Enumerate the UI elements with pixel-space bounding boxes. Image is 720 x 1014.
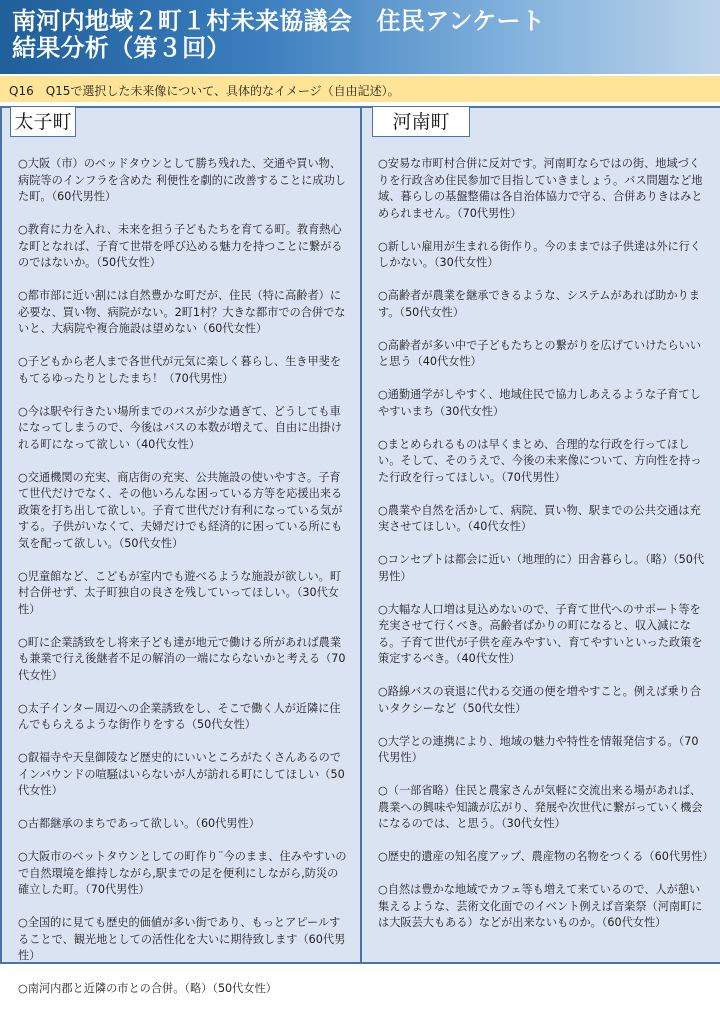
comment-item: ○叡福寺や天皇御陵など歴史的にいいところがたくさんあるのでインバウンドの喧騒はいらないが人が訪れる町にしてほしい（50代女性） (18, 751, 345, 797)
comment-item: ○南河内郡と近隣の市との合併。（略）（50代女性） (18, 982, 277, 995)
comment-item: ○安易な市町村合併に反対です。河南町ならではの街、地域づくりを行政含め住民参加で目指していきましょう。バス問題など地域、暮らしの基盤整備は各自治体協力で守る、合併ありきはみとめられません。（70代男性） (378, 157, 703, 220)
comment-item: ○今は駅や行きたい場所までのバスが少な過ぎて、どうしても車になってしまうので、今後はバスの本数が増えて、自由に出掛けれる町になって欲しい（40代女性） (18, 404, 342, 451)
comment-item: ○大阪市のベットタウンとしての町作り¨今のまま、住みやすいので自然環境を維持しながら,駅までの足を便利にしながら,防災の確立した町。（70代男性） (18, 850, 347, 896)
comment-item: ○農業や自然を活かして、病院、買い物、駅までの公共交通は充実させてほしい。（40代女性） (378, 503, 701, 533)
comment-item: ○古都継承のまちであって欲しい。（60代男性） (18, 817, 260, 830)
comment-item: ○全国的に見ても歴史的価値が多い街であり、もっとアピールすることで、観光地としての活性化を大いに期待致します（60代男性） (18, 916, 346, 962)
comment-item: ○まとめられるものは早くまとめ、合理的な行政を行ってほしい。そして、そのうえで、今後の未来像について、方向性を持った行政を行ってほしい。（70代男性） (378, 437, 702, 484)
comment-item: ○子どもから老人まで各世代が元気に楽しく暮らし、生き甲斐をもてるゆったりとしたまち！（70代男性） (18, 355, 342, 385)
comment-list-kanan (378, 156, 714, 948)
question-bar (0, 76, 720, 102)
comment-item: ○コンセプトは都会に近い（地理的に）田舎暮らし。（略）（50代男性） (378, 553, 705, 583)
page-title-line1: 南河内地域２町１村未来協議会 住民アンケート (12, 7, 546, 35)
comment-item: ○大阪（市）のベッドタウンとして勝ち残れた、交通や買い物、病院等のインフラを含めた 利便性を劇的に改善することに成功した町。（60代男性） (18, 157, 346, 203)
comment-item: ○高齢者が多い中で子どもたちとの繋がりを広げていけたらいいと思う（40代女性） (378, 338, 702, 368)
comment-item: ○（一部省略）住民と農家さんが気軽に交流出来る場があれば、農業への興味や知識が広がり、発展や次世代に繋がっていく機会になるのでは、と思う。（30代女性） (378, 784, 703, 830)
comment-item: ○大学との連携により、地域の魅力や特性を情報発信する。（70代男性） (378, 734, 699, 764)
comment-item: ○教育に力を入れ、未来を担う子どもたちを育てる町。教育熱心な町となれば、子育て世帯を呼び込める魅力を持つことに繋がるのではないか。（50代女性） (18, 223, 343, 269)
comment-item: ○大幅な人口増は見込めないので、子育て世代へのサポート等を充実させて行くべき。高齢者ばかりの町になると、収入減になる。子育て世代が子供を産みやすい、育てやすいといった政策を策定するべき。（40代女性） (378, 602, 703, 665)
panel-label-kanan: 河南町 (372, 107, 470, 137)
comment-item: ○高齢者が農業を継承できるような、システムがあれば助かります。（50代女性） (378, 289, 700, 319)
comment-item: ○太子インター周辺への企業誘致をし、そこで働く人が近隣に住んでもらえるような街作りをする（50代女性） (18, 701, 341, 731)
panel-taishi (0, 106, 362, 995)
page-title-line2: 結果分析（第３回） (12, 34, 231, 62)
comment-item: ○交通機関の充実、商店街の充実、公共施設の使いやすさ。子育て世代だけでなく、その他いろんな困っている方等を応援出来る政策を打ち出して欲しい。子育て世代だけ有利になっている気がする。子供がいなくて、夫婦だけでも経済的に困っている所にも気を配って欲しい。（50代女性） (18, 470, 343, 550)
question-text: Q16 Q15で選択した未来像について、具体的なイメージ（自由記述）。 (9, 84, 400, 98)
comment-item: ○町に企業誘致をし将来子ども達が地元で働ける所があれば農業も兼業で行え後継者不足の解消の一端にならないかと考える（70代女性） (18, 635, 346, 682)
page-title (12, 8, 545, 62)
comment-item: ○新しい雇用が生まれる街作り。今のままでは子供達は外に行くしかない。（30代女性） (378, 239, 702, 269)
panel-kanan (360, 106, 720, 964)
comment-item: ○児童館など、こどもが室内でも遊べるような施設が欲しい。町村合併せず、太子町独自の良さを残していってほしい。（30代女性） (18, 569, 342, 616)
comment-item: ○自然は豊かな地域でカフェ等も増えて来ているので、人が憩い集えるような、芸術文化面でのイベント例えば音楽祭（河南町には大阪芸大もある）などが出来ないものか。（60代女性） (378, 883, 703, 929)
comment-item: ○都市部に近い割には自然豊かな町だが、住民（特に高齢者）に必要な、買い物、病院がない。2町1村？大きな都市での合併でないと、大病院や複合施設は望めない（60代女性） (18, 289, 346, 335)
panel-label-taishi: 太子町 (10, 107, 76, 137)
comment-item: ○歴史的遺産の知名度アップ、農産物の名物をつくる（60代男性） (378, 850, 714, 863)
comment-list-taishi (18, 156, 348, 1014)
comment-item: ○路線バスの衰退に代わる交通の便を増やすこと。例えば乗り合いタクシーなど（50代女性） (378, 685, 702, 715)
comment-item: ○通勤通学がしやすく、地域住民で協力しあえるような子育てしやすいまち（30代女性） (378, 388, 701, 418)
title-banner (0, 0, 720, 74)
